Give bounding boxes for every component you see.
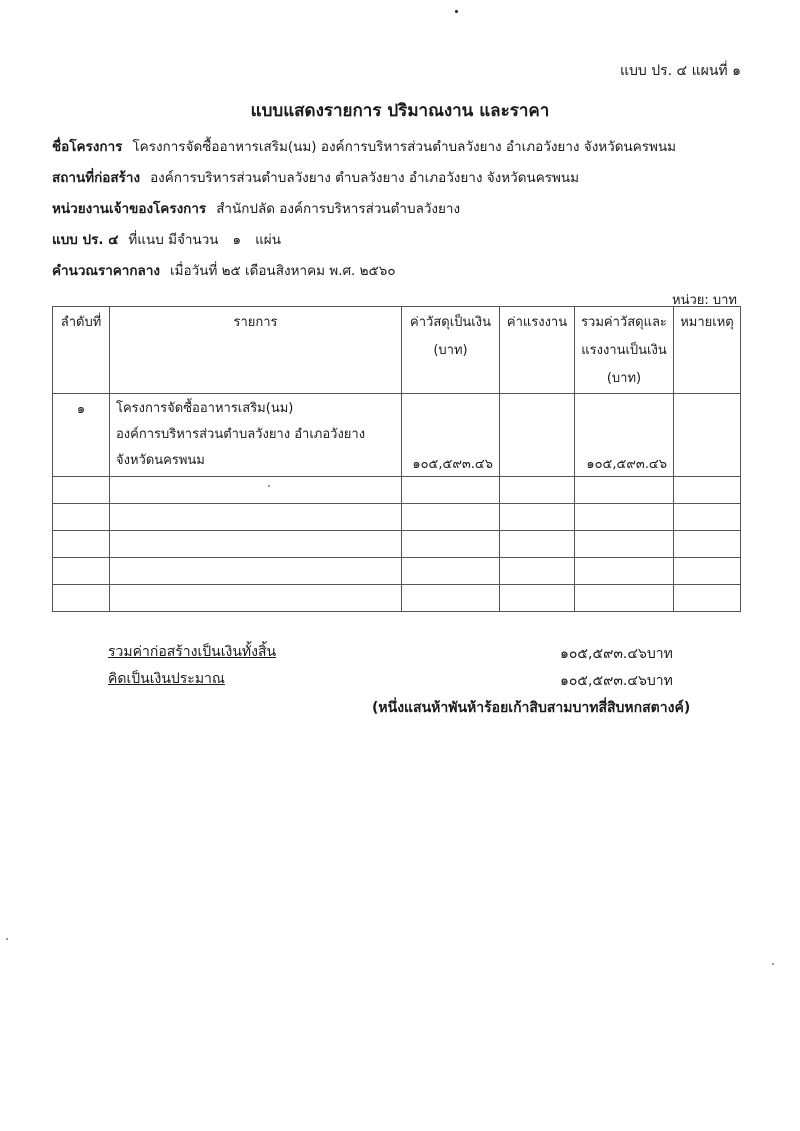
form-code: แบบ ปร. ๔ แผนที่ ๑ [620, 63, 741, 79]
header-material-line1: ค่าวัสดุเป็นเงิน [410, 315, 491, 330]
approx-value: ๑๐๕,๕๙๓.๔๖บาท [560, 673, 673, 689]
amount-in-words: (หนึ่งแสนห้าพันห้าร้อยเก้าสิบสามบาทสี่สิบหกสตางค์) [372, 700, 691, 716]
approx-label: คิดเป็นเงินประมาณ [108, 671, 225, 687]
scan-speck [6, 938, 8, 940]
unit-note: หน่วย: บาท [672, 293, 738, 308]
project-name-value: โครงการจัดซื้ออาหารเสริม(นม) องค์การบริหารส่วนตำบลวังยาง อำเภอวังยาง จังหวัดนครพนม [132, 139, 677, 155]
cell-item-line1: โครงการจัดซื้ออาหารเสริม(นม) [116, 401, 294, 416]
page-title: แบบแสดงรายการ ปริมาณงาน และราคา [250, 101, 550, 121]
calc-label: คำนวณราคากลาง [52, 263, 161, 279]
header-total-line3: (บาท) [606, 371, 642, 386]
cell-total: ๑๐๕,๕๙๓.๔๖ [575, 394, 674, 477]
total-value: ๑๐๕,๕๙๓.๔๖บาท [560, 646, 673, 662]
calc-value: เมื่อวันที่ ๒๕ เดือนสิงหาคม พ.ศ. ๒๕๖๐ [170, 263, 396, 279]
cell-material: ๑๐๕,๕๙๓.๔๖ [402, 394, 500, 477]
header-item: รายการ [110, 307, 402, 394]
scan-speck [455, 10, 458, 13]
cell-no: ๑ [53, 394, 110, 477]
table-row-empty [53, 531, 741, 558]
header-remark: หมายเหตุ [674, 307, 741, 394]
form-attached: ที่แนบ มีจำนวน [128, 232, 219, 248]
site-label: สถานที่ก่อสร้าง [52, 170, 141, 186]
scan-speck [268, 485, 270, 487]
table-row-empty [53, 504, 741, 531]
form-unit: แผ่น [255, 232, 281, 248]
header-no: ลำดับที่ [53, 307, 110, 394]
table-row-empty [53, 477, 741, 504]
project-name-line [52, 135, 676, 157]
cell-labor [500, 394, 575, 477]
table-row [53, 394, 741, 477]
site-value: องค์การบริหารส่วนตำบลวังยาง ตำบลวังยาง อำเภอวังยาง จังหวัดนครพนม [150, 170, 580, 186]
form-label: แบบ ปร. ๔ [52, 232, 119, 248]
total-label: รวมค่าก่อสร้างเป็นเงินทั้งสิ้น [108, 644, 277, 660]
site-line [52, 166, 579, 188]
scan-speck [772, 963, 774, 965]
calc-date-line [52, 259, 396, 281]
header-total-line1: รวมค่าวัสดุและ [581, 315, 667, 330]
owner-label: หน่วยงานเจ้าของโครงการ [52, 201, 207, 217]
table-row-empty [53, 585, 741, 612]
form-count: ๑ [232, 232, 242, 248]
owner-line [52, 197, 460, 219]
table-header-row [53, 307, 741, 394]
header-total [575, 307, 674, 394]
cell-remark [674, 394, 741, 477]
header-material [402, 307, 500, 394]
cell-item [110, 394, 402, 477]
cell-item-line3: จังหวัดนครพนม [116, 453, 205, 468]
header-material-line2: (บาท) [433, 343, 468, 358]
table-row-empty [53, 558, 741, 585]
project-name-label: ชื่อโครงการ [52, 139, 123, 155]
cell-item-line2: องค์การบริหารส่วนตำบลวังยาง อำเภอวังยาง [116, 427, 366, 442]
form-line [52, 228, 281, 250]
owner-value: สำนักปลัด องค์การบริหารส่วนตำบลวังยาง [216, 201, 461, 217]
header-labor: ค่าแรงงาน [500, 307, 575, 394]
boq-table [52, 306, 741, 612]
header-total-line2: แรงงานเป็นเงิน [581, 343, 667, 358]
